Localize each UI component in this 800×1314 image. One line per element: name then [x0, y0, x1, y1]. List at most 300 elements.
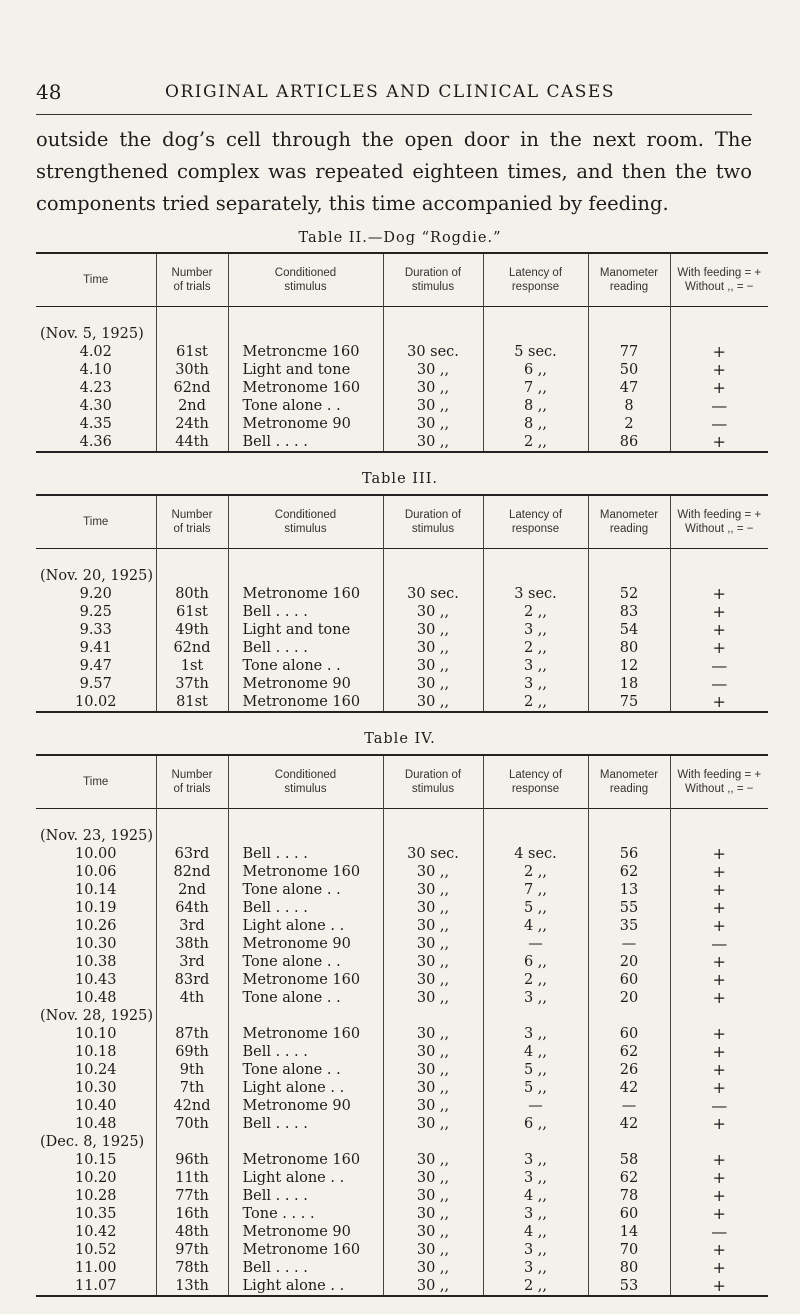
header-duration: [383, 495, 483, 549]
stimulus-cell: Tone alone . .: [228, 953, 383, 971]
trials-cell: 42nd: [156, 1097, 228, 1115]
latency-cell: 5 ,,: [483, 1079, 588, 1097]
latency-cell: 4 ,,: [483, 1043, 588, 1061]
latency-cell: 4 sec.: [483, 845, 588, 863]
latency-cell: 3 ,,: [483, 1025, 588, 1043]
trials-cell: 82nd: [156, 863, 228, 881]
table-row: [36, 639, 768, 657]
latency-cell: 2 ,,: [483, 603, 588, 621]
duration-cell: 30 ,,: [383, 603, 483, 621]
stimulus-cell: Tone alone . .: [228, 881, 383, 899]
latency-cell: 3 ,,: [483, 989, 588, 1007]
feeding-cell: +: [670, 361, 768, 379]
feeding-cell: —: [670, 397, 768, 415]
duration-cell: 30 ,,: [383, 1151, 483, 1169]
duration-cell: 30 ,,: [383, 1187, 483, 1205]
header-duration-line: Duration of: [404, 509, 462, 521]
latency-cell: 2 ,,: [483, 693, 588, 712]
trials-cell: 69th: [156, 1043, 228, 1061]
manometer-cell: 55: [588, 899, 670, 917]
manometer-cell: 80: [588, 639, 670, 657]
header-feeding-line: Without ,, = −: [685, 281, 754, 293]
time-cell: 10.38: [74, 954, 117, 970]
trials-cell: 61st: [156, 603, 228, 621]
empty-cell: [156, 567, 228, 585]
header-number-of-trials-line: of trials: [173, 783, 211, 795]
feeding-cell: +: [670, 917, 768, 935]
empty-cell: [670, 567, 768, 585]
stimulus-cell: Tone alone . .: [228, 397, 383, 415]
empty-cell: [588, 1133, 670, 1151]
time-cell: 4.35: [79, 416, 112, 432]
table-row: [36, 657, 768, 675]
latency-cell: 3 ,,: [483, 1205, 588, 1223]
header-feeding: [670, 755, 768, 809]
latency-cell: 4 ,,: [483, 917, 588, 935]
trials-cell: 16th: [156, 1205, 228, 1223]
trials-cell: 78th: [156, 1259, 228, 1277]
stimulus-cell: Metronome 160: [228, 1241, 383, 1259]
header-duration-line: Duration of: [404, 769, 462, 781]
feeding-cell: +: [670, 953, 768, 971]
header-feeding-line: With feeding = +: [677, 267, 762, 279]
header-manometer: [588, 495, 670, 549]
stimulus-cell: Bell . . . .: [228, 845, 383, 863]
table-row: [36, 343, 768, 361]
header-number-of-trials: [156, 755, 228, 809]
feeding-cell: +: [670, 585, 768, 603]
empty-cell: [588, 827, 670, 845]
table-row: [36, 989, 768, 1007]
duration-cell: 30 ,,: [383, 917, 483, 935]
duration-cell: 30 ,,: [383, 1241, 483, 1259]
date-row: [36, 567, 768, 585]
latency-cell: 3 ,,: [483, 621, 588, 639]
trials-cell: 48th: [156, 1223, 228, 1241]
header-manometer: [588, 253, 670, 307]
feeding-cell: —: [670, 675, 768, 693]
table-row: [36, 675, 768, 693]
manometer-cell: 35: [588, 917, 670, 935]
trials-cell: 49th: [156, 621, 228, 639]
header-number-of-trials: [156, 495, 228, 549]
trials-cell: 96th: [156, 1151, 228, 1169]
table-row: [36, 379, 768, 397]
header-number-of-trials-line: Number: [171, 267, 213, 279]
trials-cell: 44th: [156, 433, 228, 452]
feeding-cell: +: [670, 845, 768, 863]
duration-cell: 30 ,,: [383, 863, 483, 881]
time-cell: 10.43: [74, 972, 117, 988]
table-row: [36, 881, 768, 899]
feeding-cell: +: [670, 899, 768, 917]
table-row: [36, 1277, 768, 1296]
manometer-cell: 62: [588, 1169, 670, 1187]
header-latency-line: response: [511, 523, 560, 535]
feeding-cell: +: [670, 621, 768, 639]
table-row: [36, 397, 768, 415]
header-conditioned-stimulus: [228, 755, 383, 809]
duration-cell: 30 ,,: [383, 1205, 483, 1223]
header-conditioned-stimulus-line: Conditioned: [274, 509, 337, 521]
header-feeding: [670, 253, 768, 307]
stimulus-cell: Bell . . . .: [228, 1187, 383, 1205]
stimulus-cell: Metronome 160: [228, 1025, 383, 1043]
feeding-cell: +: [670, 1277, 768, 1296]
header-conditioned-stimulus-line: Conditioned: [274, 267, 337, 279]
time-cell: 9.47: [79, 658, 112, 674]
feeding-cell: —: [670, 1223, 768, 1241]
header-manometer-line: reading: [609, 523, 649, 535]
empty-cell: [670, 1007, 768, 1025]
time-cell: 4.10: [79, 362, 112, 378]
stimulus-cell: Bell . . . .: [228, 1259, 383, 1277]
feeding-cell: +: [670, 881, 768, 899]
page-number: 48: [36, 80, 62, 104]
manometer-cell: 18: [588, 675, 670, 693]
header-time: Time: [83, 516, 109, 528]
stimulus-cell: Metronome 90: [228, 675, 383, 693]
duration-cell: 30 ,,: [383, 675, 483, 693]
manometer-cell: 47: [588, 379, 670, 397]
trials-cell: 3rd: [156, 953, 228, 971]
stimulus-cell: Metronome 90: [228, 1223, 383, 1241]
header-conditioned-stimulus-line: stimulus: [284, 281, 327, 293]
stimulus-cell: Metroncme 160: [228, 343, 383, 361]
table-row: [36, 361, 768, 379]
latency-cell: —: [483, 935, 588, 953]
duration-cell: 30 ,,: [383, 657, 483, 675]
stimulus-cell: Bell . . . .: [228, 1115, 383, 1133]
table-3-caption: Table III.: [361, 471, 439, 487]
table-row: [36, 863, 768, 881]
stimulus-cell: Metronome 160: [228, 585, 383, 603]
duration-cell: 30 ,,: [383, 415, 483, 433]
stimulus-cell: Light alone . .: [228, 917, 383, 935]
table-row: [36, 1259, 768, 1277]
header-latency-line: Latency of: [508, 769, 563, 781]
stimulus-cell: Bell . . . .: [228, 1043, 383, 1061]
latency-cell: 2 ,,: [483, 639, 588, 657]
manometer-cell: 12: [588, 657, 670, 675]
time-cell: 10.30: [74, 936, 117, 952]
feeding-cell: +: [670, 1025, 768, 1043]
feeding-cell: +: [670, 639, 768, 657]
trials-cell: 7th: [156, 1079, 228, 1097]
trials-cell: 80th: [156, 585, 228, 603]
header-number-of-trials-line: Number: [171, 509, 213, 521]
body-paragraph: outside the dog’s cell through the open door in the next room. The strengthened complex was repeated eighteen times, and then the two components tried separately, this time accompanied by feeding.: [36, 128, 752, 215]
duration-cell: 30 ,,: [383, 953, 483, 971]
time-cell: 10.26: [74, 918, 117, 934]
manometer-cell: 78: [588, 1187, 670, 1205]
empty-cell: [228, 1133, 383, 1151]
stimulus-cell: Light and tone: [228, 621, 383, 639]
header-latency: [483, 253, 588, 307]
table-2-caption: Table II.—Dog “Rogdie.”: [298, 230, 502, 246]
feeding-cell: +: [670, 1241, 768, 1259]
manometer-cell: 77: [588, 343, 670, 361]
manometer-cell: 83: [588, 603, 670, 621]
time-cell: 9.20: [79, 586, 112, 602]
manometer-cell: 80: [588, 1259, 670, 1277]
header-number-of-trials-line: of trials: [173, 523, 211, 535]
manometer-cell: 42: [588, 1115, 670, 1133]
empty-cell: [483, 567, 588, 585]
header-row: [36, 495, 768, 549]
manometer-cell: 60: [588, 1205, 670, 1223]
time-cell: 4.36: [79, 434, 112, 450]
time-cell: 9.41: [79, 640, 112, 656]
manometer-cell: 50: [588, 361, 670, 379]
latency-cell: 3 ,,: [483, 1169, 588, 1187]
stimulus-cell: Metronome 160: [228, 971, 383, 989]
header-feeding-line: Without ,, = −: [685, 783, 754, 795]
stimulus-cell: Tone alone . .: [228, 657, 383, 675]
manometer-cell: 62: [588, 863, 670, 881]
empty-cell: [228, 1007, 383, 1025]
duration-cell: 30 ,,: [383, 1115, 483, 1133]
feeding-cell: +: [670, 343, 768, 361]
feeding-cell: +: [670, 603, 768, 621]
latency-cell: 6 ,,: [483, 1115, 588, 1133]
manometer-cell: 75: [588, 693, 670, 712]
latency-cell: 2 ,,: [483, 863, 588, 881]
header-duration-line: stimulus: [411, 281, 455, 293]
duration-cell: 30 ,,: [383, 1097, 483, 1115]
time-cell: 10.35: [74, 1206, 117, 1222]
duration-cell: 30 ,,: [383, 361, 483, 379]
empty-cell: [670, 1133, 768, 1151]
feeding-cell: +: [670, 1061, 768, 1079]
latency-cell: 3 ,,: [483, 1151, 588, 1169]
manometer-cell: —: [588, 1097, 670, 1115]
empty-cell: [483, 1007, 588, 1025]
table-row: [36, 603, 768, 621]
header-feeding-line: Without ,, = −: [685, 523, 754, 535]
feeding-cell: —: [670, 415, 768, 433]
header-number-of-trials-line: of trials: [173, 281, 211, 293]
manometer-cell: 60: [588, 971, 670, 989]
empty-cell: [588, 325, 670, 343]
manometer-cell: 20: [588, 989, 670, 1007]
empty-cell: [670, 827, 768, 845]
latency-cell: 2 ,,: [483, 1277, 588, 1296]
table-row: [36, 953, 768, 971]
table-row: [36, 585, 768, 603]
header-conditioned-stimulus-line: stimulus: [284, 523, 327, 535]
duration-cell: 30 ,,: [383, 433, 483, 452]
duration-cell: 30 ,,: [383, 1043, 483, 1061]
trials-cell: 2nd: [156, 397, 228, 415]
time-cell: 9.57: [79, 676, 112, 692]
trials-cell: 81st: [156, 693, 228, 712]
header-time: Time: [83, 776, 109, 788]
feeding-cell: —: [670, 657, 768, 675]
table-row: [36, 1187, 768, 1205]
trials-cell: 62nd: [156, 379, 228, 397]
spacer-row: [36, 809, 768, 828]
feeding-cell: +: [670, 379, 768, 397]
time-cell: 9.33: [79, 622, 112, 638]
manometer-cell: —: [588, 935, 670, 953]
duration-cell: 30 ,,: [383, 1169, 483, 1187]
running-head: ORIGINAL ARTICLES AND CLINICAL CASES: [165, 82, 615, 102]
empty-cell: [383, 827, 483, 845]
table-row: [36, 415, 768, 433]
latency-cell: 6 ,,: [483, 953, 588, 971]
latency-cell: 3 ,,: [483, 1259, 588, 1277]
table-row: [36, 1241, 768, 1259]
header-conditioned-stimulus-line: Conditioned: [274, 769, 337, 781]
stimulus-cell: Tone . . . .: [228, 1205, 383, 1223]
trials-cell: 38th: [156, 935, 228, 953]
latency-cell: 5 ,,: [483, 1061, 588, 1079]
duration-cell: 30 ,,: [383, 1259, 483, 1277]
latency-cell: 2 ,,: [483, 433, 588, 452]
empty-cell: [483, 1133, 588, 1151]
empty-cell: [228, 567, 383, 585]
table-row: [36, 899, 768, 917]
table-row: [36, 1079, 768, 1097]
feeding-cell: +: [670, 1205, 768, 1223]
feeding-cell: —: [670, 1097, 768, 1115]
time-cell: 10.10: [74, 1026, 117, 1042]
feeding-cell: +: [670, 1079, 768, 1097]
time-cell: 10.00: [74, 846, 117, 862]
time-cell: 10.14: [74, 882, 117, 898]
header-conditioned-stimulus-line: stimulus: [284, 783, 327, 795]
date-row: [36, 325, 768, 343]
table-row: [36, 1043, 768, 1061]
header-latency-line: Latency of: [508, 267, 563, 279]
trials-cell: 37th: [156, 675, 228, 693]
trials-cell: 13th: [156, 1277, 228, 1296]
stimulus-cell: Tone alone . .: [228, 989, 383, 1007]
feeding-cell: +: [670, 693, 768, 712]
table-row: [36, 845, 768, 863]
trials-cell: 62nd: [156, 639, 228, 657]
duration-cell: 30 ,,: [383, 693, 483, 712]
header-latency-line: Latency of: [508, 509, 563, 521]
table-row: [36, 433, 768, 452]
empty-cell: [588, 1007, 670, 1025]
date-label: (Nov. 20, 1925): [40, 568, 153, 584]
empty-cell: [383, 567, 483, 585]
time-cell: 10.18: [74, 1044, 117, 1060]
time-cell: 4.23: [79, 380, 112, 396]
duration-cell: 30 ,,: [383, 1025, 483, 1043]
header-manometer-line: Manometer: [599, 267, 659, 279]
header-latency-line: response: [511, 281, 560, 293]
trials-cell: 9th: [156, 1061, 228, 1079]
table-4: [36, 754, 768, 1297]
time-cell: 10.19: [74, 900, 117, 916]
latency-cell: 3 sec.: [483, 585, 588, 603]
latency-cell: 5 ,,: [483, 899, 588, 917]
header-duration: [383, 755, 483, 809]
table-row: [36, 1115, 768, 1133]
trials-cell: 3rd: [156, 917, 228, 935]
header-row: [36, 253, 768, 307]
empty-cell: [156, 827, 228, 845]
duration-cell: 30 ,,: [383, 989, 483, 1007]
header-duration-line: stimulus: [411, 783, 455, 795]
feeding-cell: +: [670, 1115, 768, 1133]
trials-cell: 61st: [156, 343, 228, 361]
stimulus-cell: Metronome 90: [228, 935, 383, 953]
trials-cell: 77th: [156, 1187, 228, 1205]
empty-cell: [156, 1133, 228, 1151]
header-row: [36, 755, 768, 809]
manometer-cell: 70: [588, 1241, 670, 1259]
latency-cell: 2 ,,: [483, 971, 588, 989]
table-4-caption: Table IV.: [364, 731, 436, 747]
table-row: [36, 1169, 768, 1187]
duration-cell: 30 ,,: [383, 935, 483, 953]
table-row: [36, 1097, 768, 1115]
table-row: [36, 1025, 768, 1043]
spacer-row: [36, 549, 768, 568]
duration-cell: 30 ,,: [383, 397, 483, 415]
time-cell: 10.48: [74, 1116, 117, 1132]
feeding-cell: +: [670, 433, 768, 452]
trials-cell: 11th: [156, 1169, 228, 1187]
manometer-cell: 2: [588, 415, 670, 433]
stimulus-cell: Light alone . .: [228, 1079, 383, 1097]
stimulus-cell: Metronome 160: [228, 1151, 383, 1169]
time-cell: 10.06: [74, 864, 117, 880]
date-row: [36, 1133, 768, 1151]
trials-cell: 1st: [156, 657, 228, 675]
latency-cell: 8 ,,: [483, 397, 588, 415]
latency-cell: —: [483, 1097, 588, 1115]
header-feeding-line: With feeding = +: [677, 509, 762, 521]
time-cell: 10.24: [74, 1062, 117, 1078]
header-manometer: [588, 755, 670, 809]
time-cell: 10.30: [74, 1080, 117, 1096]
empty-cell: [228, 827, 383, 845]
duration-cell: 30 ,,: [383, 881, 483, 899]
date-row: [36, 1007, 768, 1025]
latency-cell: 7 ,,: [483, 379, 588, 397]
manometer-cell: 13: [588, 881, 670, 899]
manometer-cell: 42: [588, 1079, 670, 1097]
duration-cell: 30 sec.: [383, 343, 483, 361]
trials-cell: 4th: [156, 989, 228, 1007]
time-cell: 9.25: [79, 604, 112, 620]
header-manometer-line: reading: [609, 783, 649, 795]
manometer-cell: 58: [588, 1151, 670, 1169]
latency-cell: 4 ,,: [483, 1187, 588, 1205]
trials-cell: 63rd: [156, 845, 228, 863]
empty-cell: [588, 567, 670, 585]
feeding-cell: +: [670, 1151, 768, 1169]
latency-cell: 3 ,,: [483, 657, 588, 675]
header-latency: [483, 495, 588, 549]
header-latency: [483, 755, 588, 809]
header-duration-line: stimulus: [411, 523, 455, 535]
stimulus-cell: Metronome 160: [228, 693, 383, 712]
manometer-cell: 52: [588, 585, 670, 603]
table-2: [36, 252, 768, 453]
time-cell: 10.02: [74, 694, 117, 710]
trials-cell: 87th: [156, 1025, 228, 1043]
duration-cell: 30 ,,: [383, 1223, 483, 1241]
feeding-cell: +: [670, 1169, 768, 1187]
duration-cell: 30 ,,: [383, 639, 483, 657]
time-cell: 4.30: [79, 398, 112, 414]
